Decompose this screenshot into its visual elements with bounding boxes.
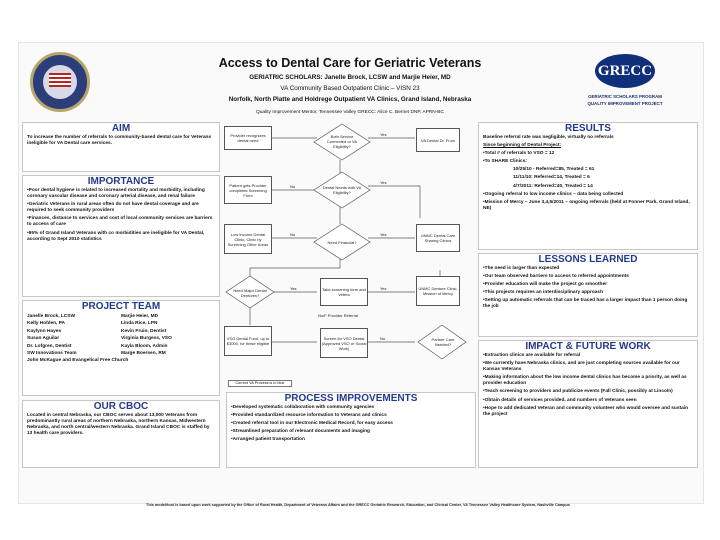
grecc-subtitle-2: QUALITY IMPROVEMENT PROJECT	[587, 101, 663, 106]
va-seal-icon	[30, 52, 90, 112]
scholars-line: GERIATRIC SCHOLARS: Janelle Brock, LCSW and Marjie Heier, MD	[249, 74, 451, 81]
importance-item: •Poor dental hygiene is related to increased mortality and morbidity, including coronary vascular disease and coronary arterial disease, and renal failure	[27, 188, 205, 200]
impact-item: •Teach screening to providers and publicize events (Fall Clinic, possibly at Lincoln)	[483, 389, 673, 395]
flow-provider-recognizes: Provider recognizes dental need	[224, 126, 272, 150]
flow-vso-dental-fund: VSO Dental Fund, up to $3000, for these eligible	[224, 326, 272, 356]
process-item: •Developed systematic collaboration with community agencies	[231, 405, 375, 410]
results-line: 4/7/2011: Referred=40, Treated = 14	[513, 183, 593, 189]
process-list	[227, 404, 475, 446]
mentor-line: Quality Improvement Mentor, Tennessee Valley GRECC: Alice C. Bernet DNP, APRN-BC	[256, 110, 444, 115]
process-title: PROCESS IMPROVEMENTS	[284, 393, 418, 404]
cboc-title: OUR CBOC	[93, 401, 149, 412]
importance-title: IMPORTANCE	[87, 176, 155, 187]
results-line: 10/25/10 - Referred=85, Treated = 61	[513, 167, 595, 173]
flow-no-label: No	[290, 184, 296, 189]
flow-va-dental: VA Dental Dr. Fruin	[416, 128, 460, 152]
flow-no-label: No	[290, 232, 296, 237]
results-line: 11/11/10: Referred=14, Treated = 6	[513, 175, 590, 181]
flow-screening-form: Patient gets Provider completes Screening Form	[224, 176, 272, 204]
team-member: Marjie Heier, MD	[121, 314, 159, 319]
impact-title: IMPACT & FUTURE WORK	[525, 341, 651, 352]
flow-decision-partner-care: Partner Care Needed?	[431, 337, 455, 347]
flow-decision-eligibility: Both Service Connected or VA Eligibility?	[326, 133, 358, 149]
lessons-item: •The need is larger than expected	[483, 266, 560, 271]
process-item: •Provided standardized resource information to Veterans and clinics	[231, 413, 387, 419]
process-item: •Streamlined preparation of relevant documents and imaging	[231, 429, 370, 435]
impact-panel	[478, 340, 698, 468]
results-line: Baseline referral rate was negligible, virtually no referrals	[483, 135, 614, 140]
team-member: John McKague and Evangelical Free Church	[27, 358, 129, 364]
flow-low-income-clinic: Low Income Dental Clinic, Clinic by Screening Other Areas	[224, 224, 272, 254]
team-member: Kelly Hohlen, PA	[27, 321, 66, 327]
flow-no-label: No	[380, 336, 386, 341]
flow-screen-vso: Screen for VSO Dental (Approved VSO or Social Work)	[320, 328, 368, 358]
importance-item: •Geriatric Veterans in rural areas often do not have dental coverage and are required to seek community providers	[27, 202, 199, 214]
cboc-text: Located in central Nebraska, our CBOC serves about 13,000 Veterans from predominantly rural areas of northern Nebraska, northern Kansas, Midwestern Nebraska, and north central/western Nebraska. Grand Island CBOC is staffed by 13 health care providers.	[27, 413, 210, 437]
flow-yes-label: Yes	[380, 180, 387, 185]
impact-item: •Making information about the low income dental clinics has become a priority, as well as provider education	[483, 375, 687, 387]
impact-item: •We currently have Nebraska clinics, and are just completing sources available for our Kansas Veterans	[483, 361, 680, 373]
team-member: Kaylynn Hayes	[27, 328, 62, 334]
lessons-title: LESSONS LEARNED	[538, 254, 638, 265]
importance-panel	[22, 175, 220, 297]
flow-yes-label: Yes	[380, 286, 387, 291]
lessons-item: •Provider education will make the project go smoother	[483, 282, 608, 288]
grecc-logo	[560, 54, 690, 118]
lessons-list	[479, 265, 697, 314]
flow-decision-financial: Need Financial?	[327, 239, 357, 245]
team-member: Kayla Bloom, Admin	[121, 343, 168, 349]
grecc-subtitle-1: GERIATRIC SCHOLARS PROGRAM	[588, 94, 662, 99]
impact-list	[479, 352, 697, 421]
flow-yes-label: Yes	[290, 286, 297, 291]
importance-list	[23, 187, 219, 246]
results-line: •Total # of referrals to VSO = 12	[483, 151, 555, 157]
aim-title: AIM	[111, 123, 131, 134]
process-item: •Created referral tool in our Electronic Medical Record, for easy access	[231, 421, 393, 427]
team-member: Marge Boersen, RM	[121, 351, 166, 357]
importance-item: •Finances, distance to services and cost of local community services are barriers to access of care	[27, 216, 213, 228]
poster-title: Access to Dental Care for Geriatric Veterans	[218, 56, 482, 70]
impact-item: •Obtain details of services provided, and numbers of Veterans seen	[483, 397, 637, 403]
aim-panel	[22, 122, 220, 172]
flow-referral-label: No/F Provider Referral	[318, 313, 359, 318]
footer-note: This model/tool is based upon work supported by the Office of Rural Health, Department of Veterans Affairs and the GRECC Geriatric Research, Education, and Clinical Center, VA Tennessee Valley Healthcare System, Nashville Campus	[146, 503, 570, 507]
process-item: •Arranged patient transportation	[231, 437, 305, 443]
team-member: Dr. Lofgren, Dentist	[27, 343, 72, 349]
team-member: Linda Rice, LPN	[121, 321, 158, 327]
lessons-item: •This projects requires an interdisciplinary approach	[483, 290, 604, 296]
flow-unmc-denture-clinic: UNMC Denture Clinic, Mission of Mercy	[416, 276, 460, 306]
locations-line: Norfolk, North Platte and Holdrege Outpatient VA Clinics, Grand Island, Nebraska	[228, 96, 472, 103]
clinic-line: VA Community Based Outpatient Clinic – VISN 23	[280, 85, 420, 92]
flag-icon	[49, 73, 71, 87]
cboc-panel	[22, 400, 220, 468]
process-panel	[226, 392, 476, 468]
results-line: •Ongoing referral to low income clinics – data being collected	[483, 191, 624, 197]
lessons-item: •Our team observed barriers to access to referred appointments	[483, 274, 629, 280]
results-line: Since beginning of Dental Project:	[483, 143, 562, 149]
flow-yes-label: Yes	[380, 232, 387, 237]
team-member: Susan Aguilar	[27, 336, 60, 342]
aim-text: To increase the number of referrals to community-based dental care for Veterans ineligible for VA Dental care services.	[27, 135, 212, 147]
team-member: Kevin Fruin, Dentist	[121, 328, 167, 334]
results-line: •Mission of Mercy – June 3,4,5/2011 – ongoing referrals (held at Fonner Park, Grand Island, NE)	[483, 199, 690, 211]
lessons-panel	[478, 253, 698, 337]
importance-item: •95% of Grand Island Veterans with co morbidities are ineligible for VA Dental, according to Sept 2010 statistics	[27, 230, 205, 242]
impact-item: •Hope to add dedicated Veteran and community volunteer who would oversee and sustain the project	[483, 405, 689, 417]
flow-decision-dental-needs: Dental Needs with VA Eligibility?	[322, 185, 362, 195]
flow-legend: Current VA Process is in blue	[228, 380, 292, 387]
team-grid	[23, 312, 219, 366]
results-panel	[478, 122, 698, 250]
lessons-item: •Setting up automatic referrals that can be traced has a larger impact than 1 person doing the job	[483, 298, 688, 310]
team-title: PROJECT TEAM	[81, 301, 161, 312]
team-member: SW Innovations Team	[27, 351, 77, 357]
flow-yes-label: Yes	[380, 132, 387, 137]
flow-decision-dentures: Need Major Dental Dentures?	[233, 288, 267, 298]
results-list	[479, 134, 697, 215]
grecc-wordmark: GRECC	[595, 54, 655, 88]
process-flowchart	[220, 120, 475, 382]
flow-take-screening-form: Take screening form and Vetera	[320, 278, 368, 306]
results-line: •To SHARE Clinics:	[483, 159, 527, 165]
team-member: Janelle Brock, LCSW	[27, 314, 75, 319]
team-member: Virginia Burgess, VSO	[121, 336, 172, 342]
impact-item: •Extraction clinics are available for referral	[483, 353, 581, 358]
team-panel	[22, 300, 220, 396]
results-title: RESULTS	[565, 123, 611, 134]
flow-unmc-sharing: UNMC Dental Care Sharing Clinics	[416, 224, 460, 252]
